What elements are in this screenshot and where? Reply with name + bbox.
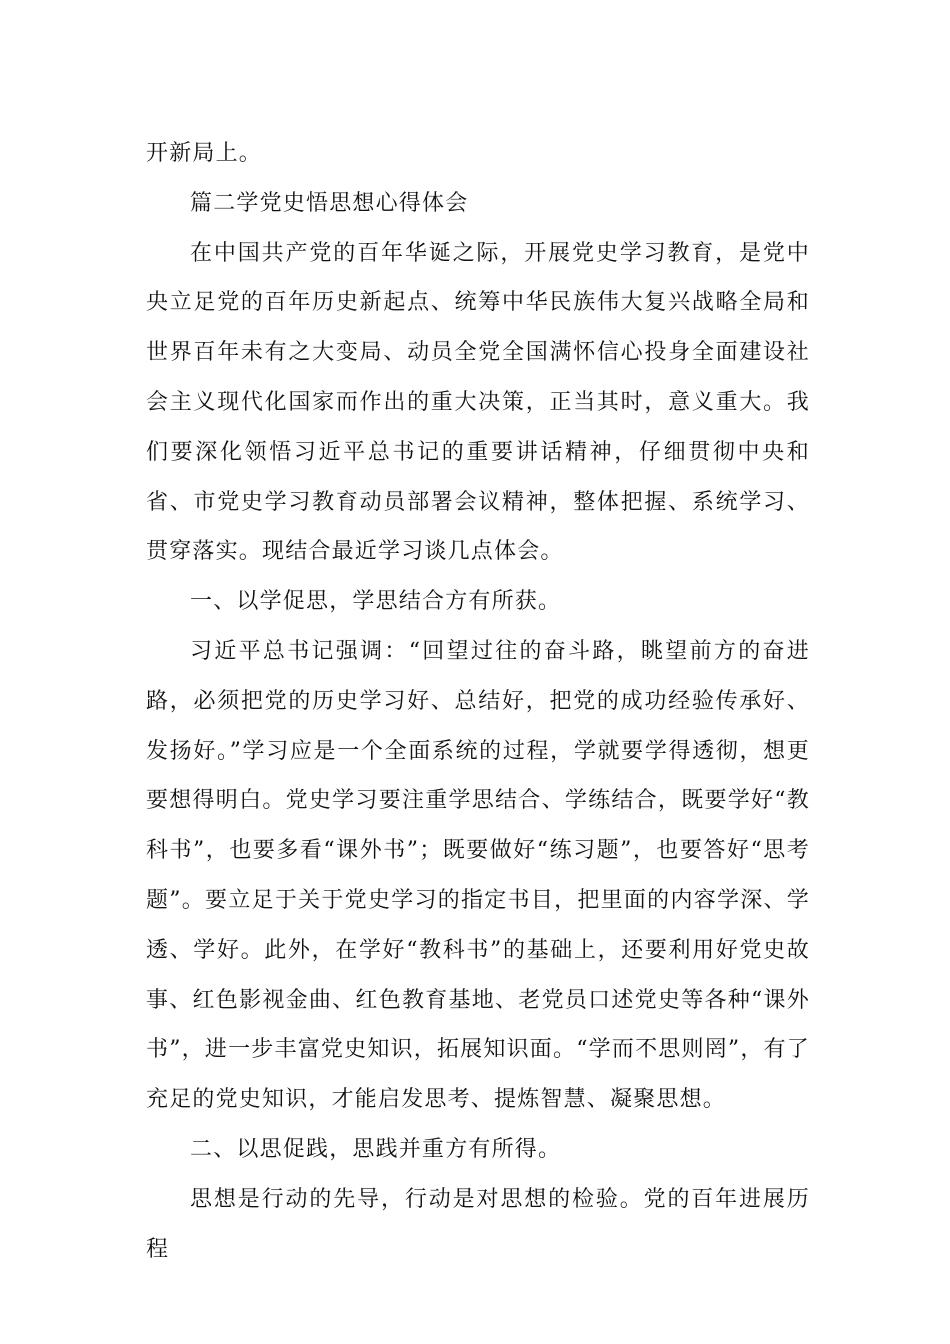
document-body — [146, 129, 810, 1274]
section-title: 篇二学党史悟思想心得体会 — [190, 190, 469, 216]
paragraph-continuation: 开新局上。 — [146, 141, 263, 166]
heading-two: 二、以思促践，思践并重方有所得。 — [190, 1136, 562, 1162]
paragraph-intro: 在中国共产党的百年华诞之际，开展党史学习教育，是党中央立足党的百年历史新起点、统筹中华民族伟大复兴战略全局和世界百年未有之大变局、动员全党全国满怀信心投身全面建设社会主义现代化国家而作出的重大决策，正当其时，意义重大。我们要深化领悟习近平总书记的重要讲话精神，仔细贯彻中央和省、市党史学习教育动员部署会议精神，整体把握、系统学习、贯穿落实。现结合最近学习谈几点体会。 — [146, 240, 810, 565]
paragraph-one: 习近平总书记强调：“回望过往的奋斗路，眺望前方的奋进路，必须把党的历史学习好、总结好，把党的成功经验传承好、发扬好。”学习应是一个全面系统的过程，学就要学得透彻，想更要想得明白。党史学习要注重学思结合、学练结合，既要学好“教科书”，也要多看“课外书”；既要做好“练习题”，也要答好“思考题”。要立足于关于党史学习的指定书目，把里面的内容学深、学透、学好。此外，在学好“教科书”的基础上，还要利用好党史故事、红色影视金曲、红色教育基地、老党员口述党史等各种“课外书”，进一步丰富党史知识，拓展知识面。“学而不思则罔”，有了充足的党史知识，才能启发思考、提炼智慧、凝聚思想。 — [146, 638, 810, 1113]
heading-one: 一、以学促思，学思结合方有所获。 — [190, 589, 562, 615]
paragraph-two: 思想是行动的先导，行动是对思想的检验。党的百年进展历程 — [146, 1186, 810, 1262]
